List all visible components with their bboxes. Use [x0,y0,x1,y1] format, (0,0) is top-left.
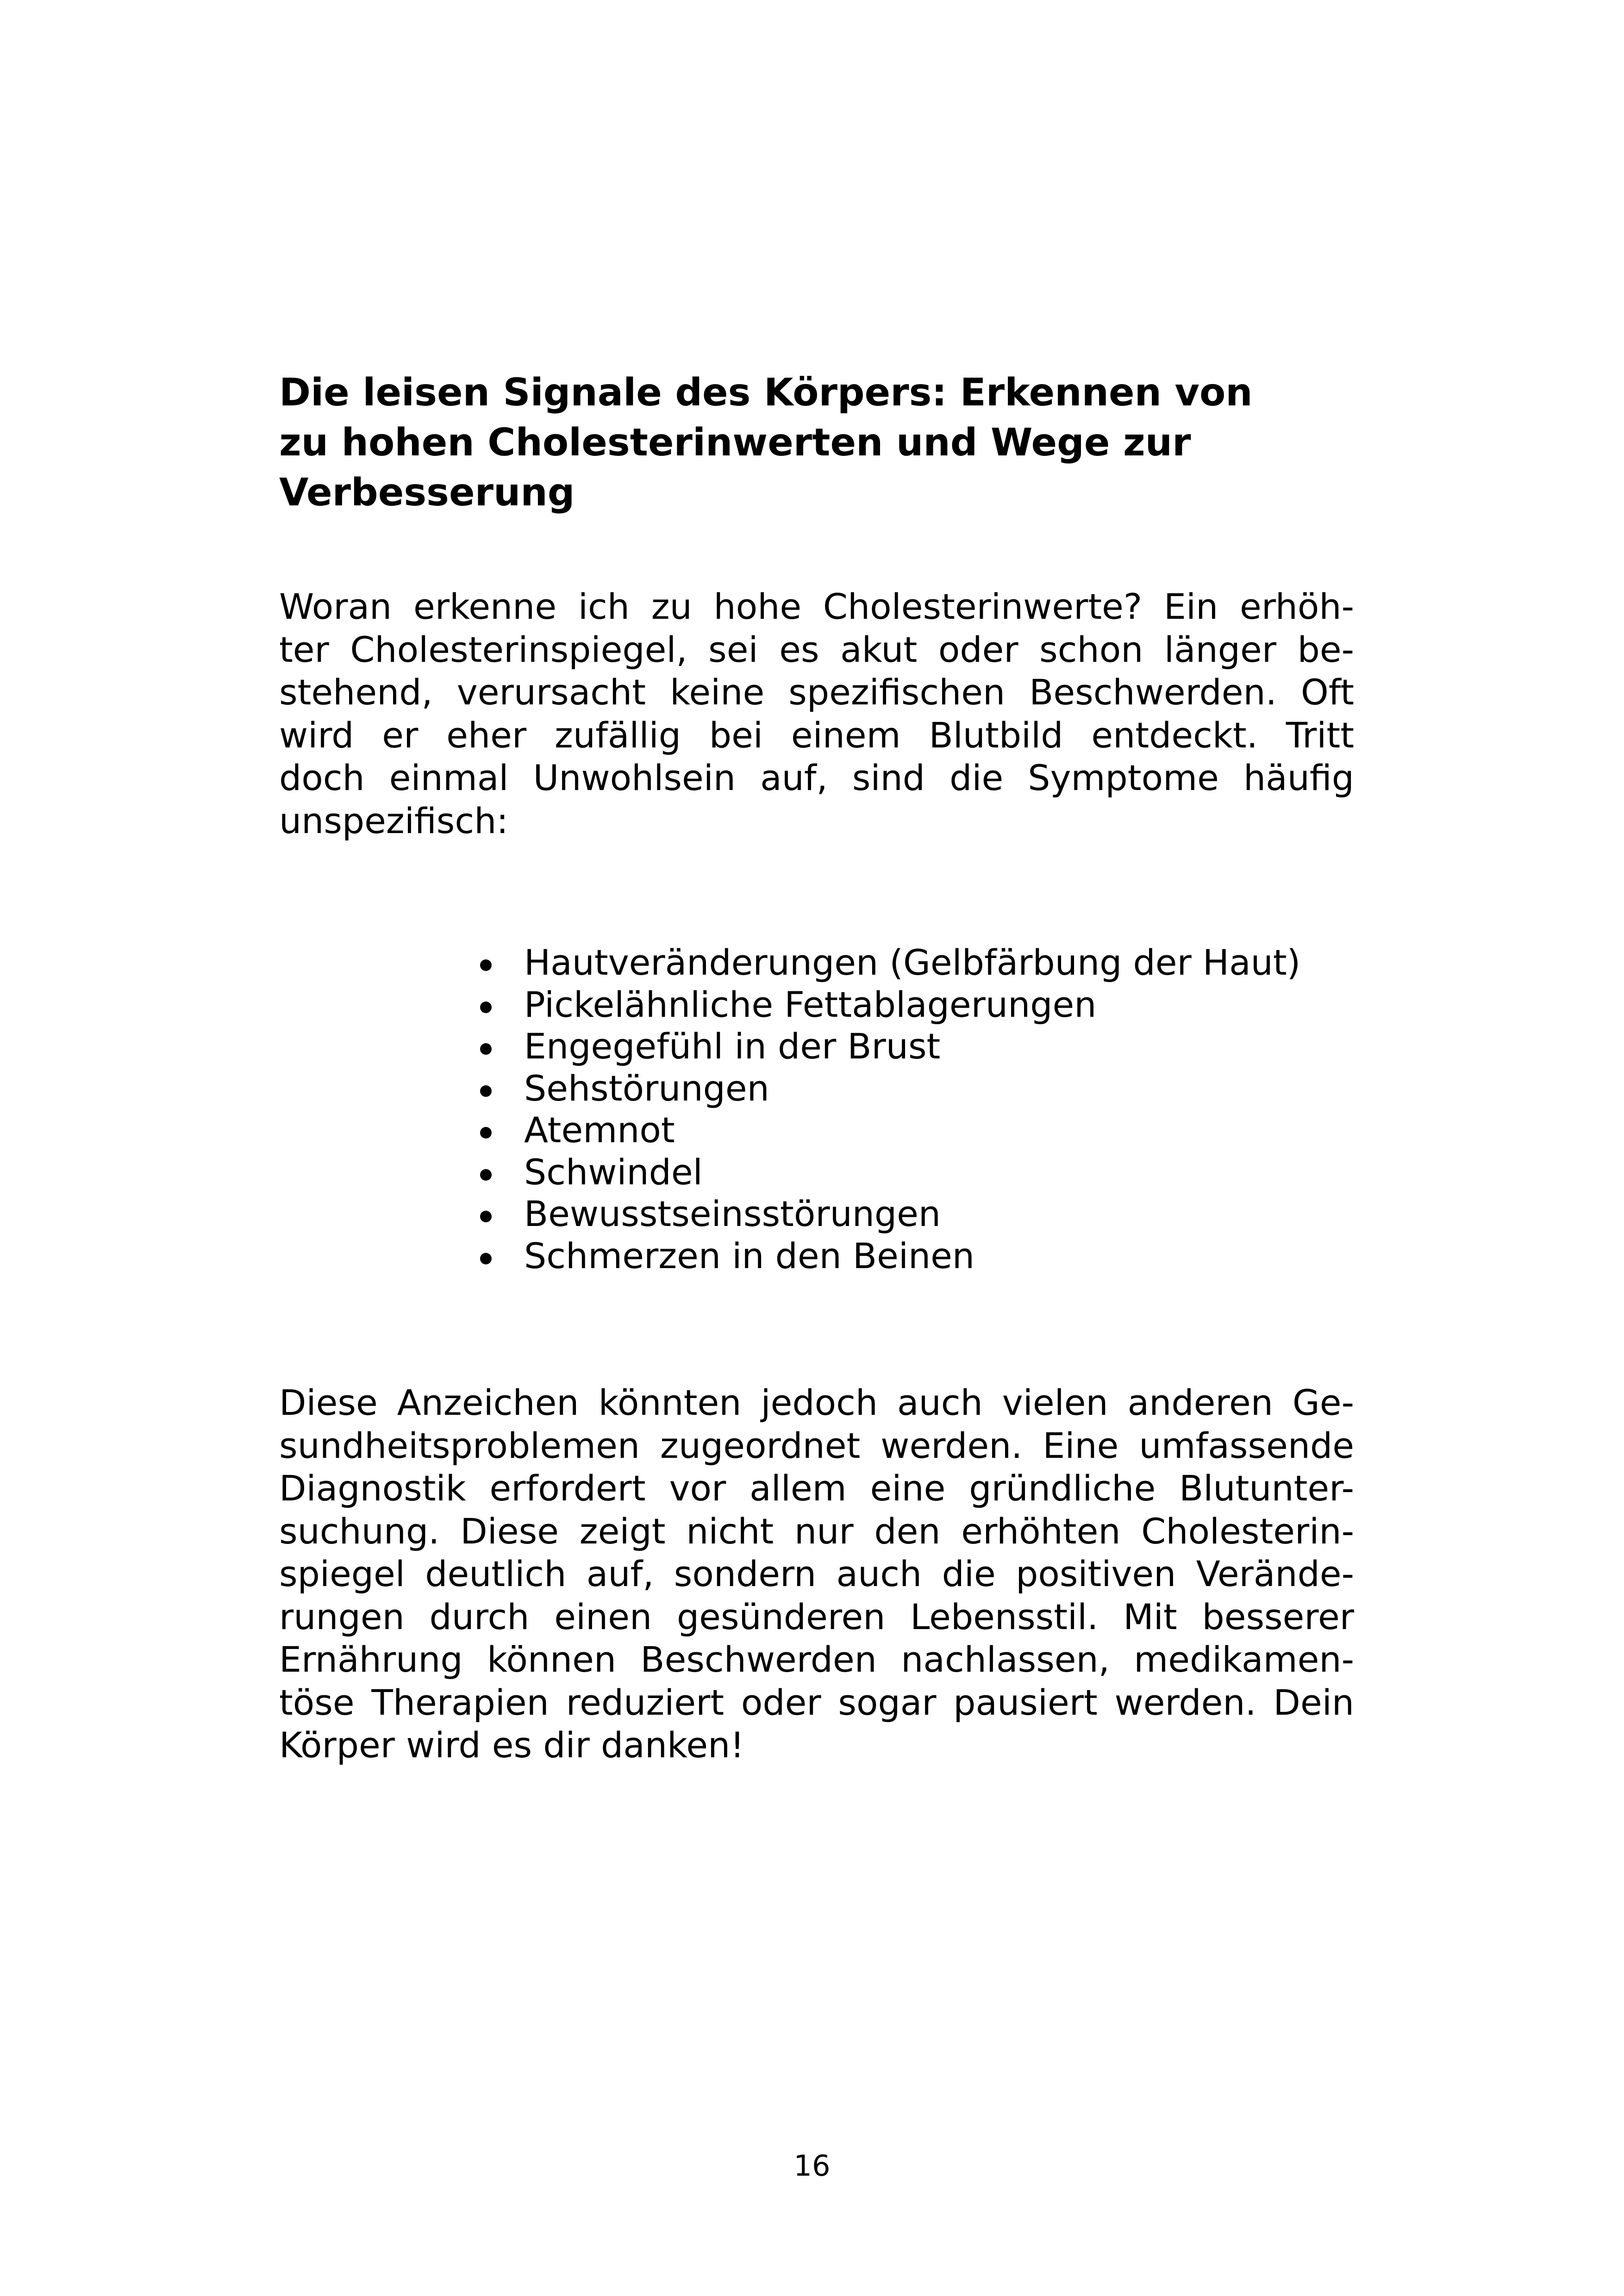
bullet-icon [480,959,492,971]
bullet-icon [480,1169,492,1181]
list-item-label: Bewusstseinsstörungen [524,1193,941,1234]
paragraph-line: spiegel deutlich auf, sondern auch die positiven Verände- [279,1553,1354,1594]
list-item-label: Schwindel [524,1151,703,1193]
bullet-icon [480,1253,492,1264]
paragraph-line: Ernährung können Beschwerden nachlassen, medikamen- [279,1639,1354,1680]
paragraph-line: suchung. Diese zeigt nicht nur den erhöhten Cholesterin- [279,1510,1354,1552]
title-line: Verbesserung [279,471,575,515]
bullet-icon [480,1002,492,1013]
paragraph-line: Diagnostik erfordert vor allem eine gründliche Blutunter- [279,1468,1354,1509]
paragraph-line: wird er eher zufällig bei einem Blutbild entdeckt. Tritt [279,714,1354,756]
paragraph-line: Körper wird es dir danken! [279,1724,744,1766]
intro-paragraph [279,585,1354,842]
list-item-label: Sehstörungen [524,1067,769,1109]
list-item [474,984,1300,1026]
paragraph-line: ter Cholesterinspiegel, sei es akut oder schon länger be- [279,628,1354,670]
list-item [474,1026,1300,1068]
list-item [474,942,1300,984]
bullet-icon [480,1127,492,1139]
page-number: 16 [793,2149,831,2183]
list-item [474,1235,1300,1277]
title-line: Die leisen Signale des Körpers: Erkennen von [279,371,1253,415]
bullet-icon [480,1211,492,1222]
list-item [474,1068,1300,1110]
paragraph-line: doch einmal Unwohlsein auf, sind die Symptome häufig [279,757,1354,798]
list-item-label: Hautveränderungen (Gelbfärbung der Haut) [524,942,1301,983]
symptom-list [474,942,1300,1277]
list-item-label: Atemnot [524,1109,675,1151]
paragraph-line: Diese Anzeichen könnten jedoch auch vielen anderen Ge- [279,1382,1354,1423]
paragraph-line: rungen durch einen gesünderen Lebensstil. Mit besserer [279,1596,1354,1637]
bullet-icon [480,1043,492,1055]
list-item-label: Schmerzen in den Beinen [524,1235,975,1276]
paragraph-line: unspezifisch: [279,800,508,841]
list-item-label: Pickelähnliche Fettablagerungen [524,983,1097,1025]
paragraph-line: stehend, verursacht keine spezifischen Beschwerden. Oft [279,672,1354,713]
paragraph-line: töse Therapien reduziert oder sogar pausiert werden. Dein [279,1681,1354,1723]
bullet-icon [480,1085,492,1097]
list-item-label: Engegefühl in der Brust [524,1026,941,1067]
paragraph-line: sundheitsproblemen zugeordnet werden. Eine umfassende [279,1425,1354,1466]
paragraph-line: Woran erkenne ich zu hohe Cholesterinwerte? Ein erhöh- [279,586,1354,627]
list-item [474,1151,1300,1194]
conclusion-paragraph [279,1381,1354,1767]
page-title [279,368,1354,518]
list-item [474,1109,1300,1151]
list-item [474,1193,1300,1235]
title-line: zu hohen Cholesterinwerten und Wege zur [279,421,1191,465]
